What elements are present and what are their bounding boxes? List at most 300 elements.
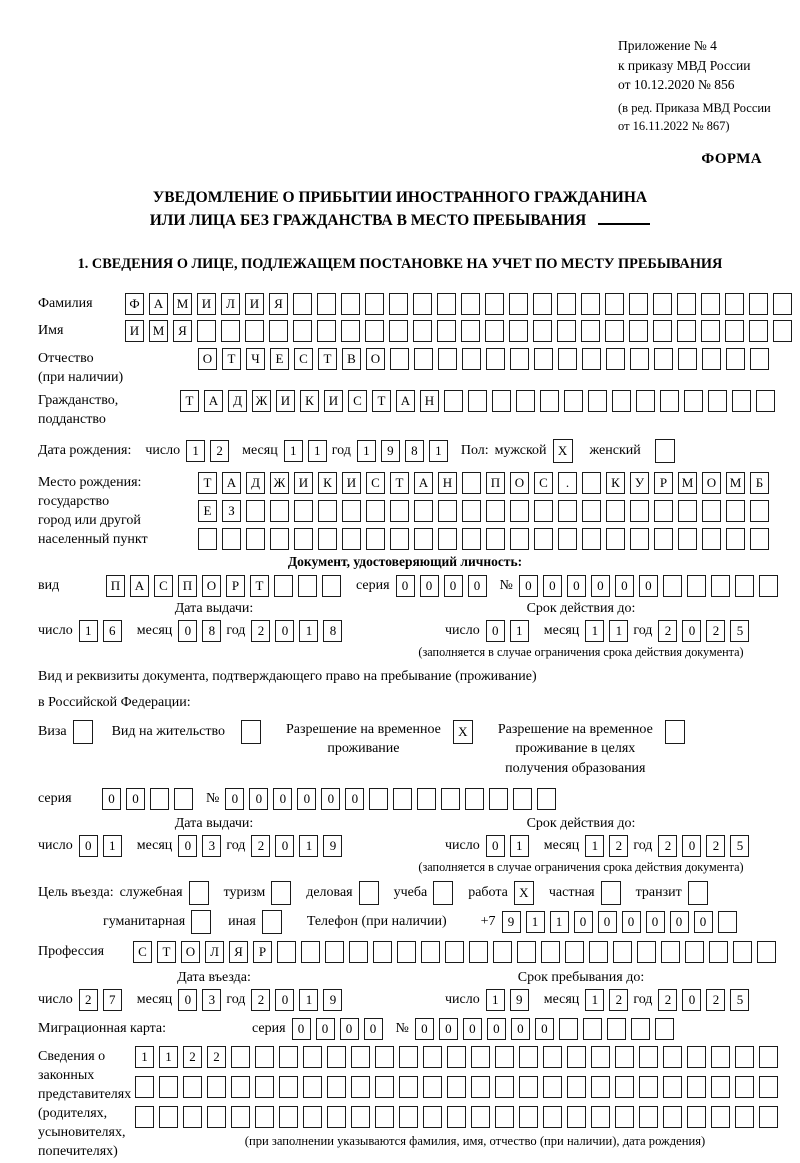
form-cell[interactable] [293, 320, 312, 342]
form-cell[interactable]: 0 [249, 788, 268, 810]
form-cell[interactable] [366, 528, 385, 550]
form-cell[interactable]: 1 [159, 1046, 178, 1068]
form-cell[interactable]: 7 [103, 989, 122, 1011]
form-cell[interactable] [607, 1018, 626, 1040]
form-cell[interactable]: 9 [323, 989, 342, 1011]
form-cell[interactable] [709, 941, 728, 963]
form-cell[interactable]: 0 [535, 1018, 554, 1040]
form-cell[interactable]: 0 [468, 575, 487, 597]
form-cell[interactable]: 0 [178, 835, 197, 857]
form-cell[interactable]: 1 [585, 835, 604, 857]
form-cell[interactable]: 2 [658, 989, 677, 1011]
form-cell[interactable]: 1 [299, 835, 318, 857]
form-cell[interactable]: 0 [670, 911, 689, 933]
form-cell[interactable]: 1 [299, 620, 318, 642]
edu-residence-checkbox[interactable] [665, 720, 685, 744]
form-cell[interactable] [423, 1106, 442, 1128]
form-cell[interactable] [390, 500, 409, 522]
form-cell[interactable] [564, 390, 583, 412]
form-cell[interactable]: 1 [284, 440, 303, 462]
form-cell[interactable] [615, 1076, 634, 1098]
form-cell[interactable] [245, 320, 264, 342]
form-cell[interactable] [773, 320, 792, 342]
form-cell[interactable] [159, 1106, 178, 1128]
visa-checkbox[interactable] [73, 720, 93, 744]
form-cell[interactable] [582, 348, 601, 370]
form-cell[interactable] [486, 528, 505, 550]
form-cell[interactable] [636, 390, 655, 412]
form-cell[interactable] [231, 1106, 250, 1128]
form-cell[interactable] [726, 348, 745, 370]
form-cell[interactable] [750, 348, 769, 370]
form-cell[interactable] [270, 528, 289, 550]
form-cell[interactable] [317, 293, 336, 315]
form-cell[interactable] [183, 1106, 202, 1128]
form-cell[interactable] [582, 472, 601, 494]
form-cell[interactable] [485, 320, 504, 342]
form-cell[interactable] [591, 1046, 610, 1068]
form-cell[interactable] [653, 320, 672, 342]
form-cell[interactable]: 2 [251, 835, 270, 857]
form-cell[interactable] [557, 293, 576, 315]
form-cell[interactable] [231, 1076, 250, 1098]
form-cell[interactable]: 9 [502, 911, 521, 933]
form-cell[interactable]: А [222, 472, 241, 494]
form-cell[interactable] [438, 528, 457, 550]
form-cell[interactable] [461, 320, 480, 342]
form-cell[interactable]: И [245, 293, 264, 315]
form-cell[interactable] [183, 1076, 202, 1098]
form-cell[interactable] [231, 1046, 250, 1068]
form-cell[interactable] [397, 941, 416, 963]
form-cell[interactable] [462, 500, 481, 522]
form-cell[interactable] [606, 348, 625, 370]
form-cell[interactable]: 1 [429, 440, 448, 462]
form-cell[interactable]: 3 [202, 989, 221, 1011]
form-cell[interactable] [591, 1076, 610, 1098]
form-cell[interactable] [159, 1076, 178, 1098]
form-cell[interactable]: 1 [299, 989, 318, 1011]
form-cell[interactable] [678, 348, 697, 370]
form-cell[interactable] [630, 528, 649, 550]
form-cell[interactable]: А [204, 390, 223, 412]
form-cell[interactable]: 1 [585, 989, 604, 1011]
form-cell[interactable] [733, 941, 752, 963]
form-cell[interactable]: Ф [125, 293, 144, 315]
form-cell[interactable]: 9 [381, 440, 400, 462]
form-cell[interactable]: 0 [463, 1018, 482, 1040]
form-cell[interactable] [437, 293, 456, 315]
form-cell[interactable] [174, 788, 193, 810]
form-cell[interactable] [510, 500, 529, 522]
form-cell[interactable] [582, 528, 601, 550]
sex-female-checkbox[interactable] [655, 439, 675, 463]
form-cell[interactable] [735, 1046, 754, 1068]
form-cell[interactable] [654, 500, 673, 522]
form-cell[interactable] [366, 500, 385, 522]
form-cell[interactable] [445, 941, 464, 963]
form-cell[interactable] [444, 390, 463, 412]
form-cell[interactable]: 0 [646, 911, 665, 933]
form-cell[interactable]: 0 [567, 575, 586, 597]
form-cell[interactable]: 1 [308, 440, 327, 462]
form-cell[interactable]: 0 [415, 1018, 434, 1040]
form-cell[interactable]: Т [318, 348, 337, 370]
form-cell[interactable] [711, 575, 730, 597]
form-cell[interactable] [541, 941, 560, 963]
form-cell[interactable] [351, 1076, 370, 1098]
sex-male-checkbox[interactable]: X [553, 439, 573, 463]
form-cell[interactable]: С [294, 348, 313, 370]
form-cell[interactable] [639, 1106, 658, 1128]
form-cell[interactable]: А [149, 293, 168, 315]
form-cell[interactable] [279, 1076, 298, 1098]
form-cell[interactable]: Я [229, 941, 248, 963]
form-cell[interactable] [678, 528, 697, 550]
form-cell[interactable] [342, 528, 361, 550]
form-cell[interactable]: 0 [178, 989, 197, 1011]
form-cell[interactable] [327, 1106, 346, 1128]
form-cell[interactable]: 1 [486, 989, 505, 1011]
form-cell[interactable]: Л [221, 293, 240, 315]
form-cell[interactable]: 0 [345, 788, 364, 810]
form-cell[interactable] [399, 1046, 418, 1068]
form-cell[interactable]: 1 [103, 835, 122, 857]
form-cell[interactable] [135, 1106, 154, 1128]
form-cell[interactable] [773, 293, 792, 315]
form-cell[interactable]: 5 [730, 835, 749, 857]
form-cell[interactable] [759, 575, 778, 597]
form-cell[interactable]: А [414, 472, 433, 494]
form-cell[interactable] [486, 348, 505, 370]
form-cell[interactable] [375, 1106, 394, 1128]
form-cell[interactable] [759, 1046, 778, 1068]
form-cell[interactable] [390, 348, 409, 370]
form-cell[interactable]: Е [270, 348, 289, 370]
form-cell[interactable]: 0 [275, 989, 294, 1011]
form-cell[interactable]: Ж [252, 390, 271, 412]
form-cell[interactable] [663, 1076, 682, 1098]
form-cell[interactable]: Е [198, 500, 217, 522]
form-cell[interactable] [325, 941, 344, 963]
form-cell[interactable] [588, 390, 607, 412]
form-cell[interactable] [462, 348, 481, 370]
form-cell[interactable] [365, 293, 384, 315]
form-cell[interactable] [438, 500, 457, 522]
form-cell[interactable] [269, 320, 288, 342]
form-cell[interactable]: Т [157, 941, 176, 963]
form-cell[interactable]: О [702, 472, 721, 494]
form-cell[interactable]: Ж [270, 472, 289, 494]
form-cell[interactable] [533, 320, 552, 342]
form-cell[interactable] [718, 911, 737, 933]
form-cell[interactable] [399, 1076, 418, 1098]
form-cell[interactable]: З [222, 500, 241, 522]
form-cell[interactable]: 0 [622, 911, 641, 933]
form-cell[interactable]: С [154, 575, 173, 597]
form-cell[interactable]: 2 [207, 1046, 226, 1068]
form-cell[interactable]: И [125, 320, 144, 342]
form-cell[interactable] [711, 1106, 730, 1128]
form-cell[interactable] [303, 1106, 322, 1128]
form-cell[interactable]: 0 [102, 788, 121, 810]
form-cell[interactable]: 2 [210, 440, 229, 462]
form-cell[interactable] [517, 941, 536, 963]
form-cell[interactable] [351, 1106, 370, 1128]
form-cell[interactable]: Д [246, 472, 265, 494]
form-cell[interactable] [246, 500, 265, 522]
form-cell[interactable] [684, 390, 703, 412]
form-cell[interactable]: 0 [273, 788, 292, 810]
form-cell[interactable] [351, 1046, 370, 1068]
form-cell[interactable]: 1 [609, 620, 628, 642]
form-cell[interactable]: С [348, 390, 367, 412]
form-cell[interactable] [519, 1046, 538, 1068]
form-cell[interactable]: 1 [186, 440, 205, 462]
form-cell[interactable]: П [486, 472, 505, 494]
form-cell[interactable] [270, 500, 289, 522]
form-cell[interactable]: 0 [126, 788, 145, 810]
form-cell[interactable]: 2 [183, 1046, 202, 1068]
form-cell[interactable]: Б [750, 472, 769, 494]
form-cell[interactable] [613, 941, 632, 963]
form-cell[interactable] [322, 575, 341, 597]
form-cell[interactable] [732, 390, 751, 412]
form-cell[interactable]: . [558, 472, 577, 494]
form-cell[interactable] [606, 500, 625, 522]
form-cell[interactable] [654, 348, 673, 370]
form-cell[interactable] [537, 788, 556, 810]
form-cell[interactable]: Я [269, 293, 288, 315]
form-cell[interactable] [495, 1076, 514, 1098]
form-cell[interactable]: 2 [609, 989, 628, 1011]
form-cell[interactable]: 0 [682, 620, 701, 642]
form-cell[interactable] [341, 293, 360, 315]
form-cell[interactable]: И [197, 293, 216, 315]
form-cell[interactable] [581, 293, 600, 315]
form-cell[interactable] [725, 320, 744, 342]
form-cell[interactable] [447, 1076, 466, 1098]
form-cell[interactable] [207, 1106, 226, 1128]
form-cell[interactable]: М [149, 320, 168, 342]
form-cell[interactable] [543, 1046, 562, 1068]
form-cell[interactable]: Ч [246, 348, 265, 370]
form-cell[interactable] [589, 941, 608, 963]
form-cell[interactable] [605, 320, 624, 342]
form-cell[interactable] [298, 575, 317, 597]
form-cell[interactable] [414, 348, 433, 370]
form-cell[interactable]: 0 [396, 575, 415, 597]
form-cell[interactable]: 2 [658, 620, 677, 642]
form-cell[interactable] [591, 1106, 610, 1128]
form-cell[interactable] [447, 1046, 466, 1068]
form-cell[interactable] [447, 1106, 466, 1128]
form-cell[interactable]: 0 [225, 788, 244, 810]
form-cell[interactable] [581, 320, 600, 342]
form-cell[interactable] [685, 941, 704, 963]
form-cell[interactable] [629, 320, 648, 342]
form-cell[interactable]: О [198, 348, 217, 370]
form-cell[interactable]: 8 [405, 440, 424, 462]
form-cell[interactable] [399, 1106, 418, 1128]
form-cell[interactable]: Н [420, 390, 439, 412]
form-cell[interactable] [413, 293, 432, 315]
form-cell[interactable]: О [181, 941, 200, 963]
form-cell[interactable] [255, 1076, 274, 1098]
form-cell[interactable]: И [342, 472, 361, 494]
form-cell[interactable]: И [294, 472, 313, 494]
purpose-study-checkbox[interactable] [433, 881, 453, 905]
form-cell[interactable]: 0 [439, 1018, 458, 1040]
form-cell[interactable]: 0 [694, 911, 713, 933]
form-cell[interactable] [438, 348, 457, 370]
form-cell[interactable] [393, 788, 412, 810]
form-cell[interactable]: М [173, 293, 192, 315]
purpose-tourism-checkbox[interactable] [271, 881, 291, 905]
form-cell[interactable]: 0 [543, 575, 562, 597]
form-cell[interactable] [471, 1106, 490, 1128]
form-cell[interactable]: М [726, 472, 745, 494]
form-cell[interactable] [678, 500, 697, 522]
form-cell[interactable] [135, 1076, 154, 1098]
form-cell[interactable] [639, 1046, 658, 1068]
form-cell[interactable]: Т [250, 575, 269, 597]
form-cell[interactable]: К [318, 472, 337, 494]
form-cell[interactable] [677, 320, 696, 342]
form-cell[interactable] [558, 500, 577, 522]
form-cell[interactable]: 1 [550, 911, 569, 933]
form-cell[interactable]: 0 [574, 911, 593, 933]
form-cell[interactable] [750, 528, 769, 550]
form-cell[interactable] [567, 1046, 586, 1068]
form-cell[interactable] [519, 1076, 538, 1098]
form-cell[interactable]: 0 [364, 1018, 383, 1040]
form-cell[interactable]: В [342, 348, 361, 370]
form-cell[interactable]: 0 [275, 620, 294, 642]
form-cell[interactable] [423, 1046, 442, 1068]
form-cell[interactable] [255, 1106, 274, 1128]
form-cell[interactable]: 5 [730, 989, 749, 1011]
form-cell[interactable]: 0 [292, 1018, 311, 1040]
form-cell[interactable]: 0 [639, 575, 658, 597]
form-cell[interactable] [630, 500, 649, 522]
form-cell[interactable]: 0 [682, 835, 701, 857]
residence-permit-checkbox[interactable] [241, 720, 261, 744]
form-cell[interactable]: Н [438, 472, 457, 494]
form-cell[interactable] [294, 528, 313, 550]
form-cell[interactable] [540, 390, 559, 412]
form-cell[interactable]: 0 [79, 835, 98, 857]
form-cell[interactable] [413, 320, 432, 342]
form-cell[interactable] [293, 293, 312, 315]
purpose-private-checkbox[interactable] [601, 881, 621, 905]
form-cell[interactable] [255, 1046, 274, 1068]
form-cell[interactable] [150, 788, 169, 810]
form-cell[interactable]: Р [654, 472, 673, 494]
form-cell[interactable]: О [510, 472, 529, 494]
form-cell[interactable]: 2 [706, 620, 725, 642]
form-cell[interactable]: 0 [487, 1018, 506, 1040]
form-cell[interactable] [516, 390, 535, 412]
form-cell[interactable]: 5 [730, 620, 749, 642]
form-cell[interactable] [687, 1046, 706, 1068]
form-cell[interactable] [606, 528, 625, 550]
form-cell[interactable] [513, 788, 532, 810]
form-cell[interactable] [558, 348, 577, 370]
form-cell[interactable]: Т [372, 390, 391, 412]
form-cell[interactable] [373, 941, 392, 963]
form-cell[interactable]: 0 [420, 575, 439, 597]
form-cell[interactable] [631, 1018, 650, 1040]
form-cell[interactable] [565, 941, 584, 963]
form-cell[interactable] [414, 528, 433, 550]
form-cell[interactable] [471, 1046, 490, 1068]
form-cell[interactable]: Л [205, 941, 224, 963]
form-cell[interactable]: Т [222, 348, 241, 370]
form-cell[interactable] [654, 528, 673, 550]
form-cell[interactable]: С [534, 472, 553, 494]
form-cell[interactable] [749, 320, 768, 342]
purpose-work-checkbox[interactable]: X [514, 881, 534, 905]
form-cell[interactable]: 2 [609, 835, 628, 857]
form-cell[interactable]: 0 [486, 835, 505, 857]
form-cell[interactable] [207, 1076, 226, 1098]
form-cell[interactable] [274, 575, 293, 597]
form-cell[interactable] [661, 941, 680, 963]
form-cell[interactable] [221, 320, 240, 342]
form-cell[interactable] [519, 1106, 538, 1128]
form-cell[interactable] [735, 1076, 754, 1098]
form-cell[interactable]: 0 [316, 1018, 335, 1040]
form-cell[interactable]: Т [180, 390, 199, 412]
form-cell[interactable] [582, 500, 601, 522]
form-cell[interactable] [759, 1076, 778, 1098]
form-cell[interactable] [462, 472, 481, 494]
form-cell[interactable] [301, 941, 320, 963]
form-cell[interactable]: 0 [591, 575, 610, 597]
form-cell[interactable]: И [276, 390, 295, 412]
form-cell[interactable] [437, 320, 456, 342]
form-cell[interactable]: П [178, 575, 197, 597]
form-cell[interactable] [756, 390, 775, 412]
form-cell[interactable] [327, 1046, 346, 1068]
form-cell[interactable] [735, 1106, 754, 1128]
form-cell[interactable] [663, 575, 682, 597]
form-cell[interactable] [421, 941, 440, 963]
form-cell[interactable]: 1 [79, 620, 98, 642]
form-cell[interactable] [612, 390, 631, 412]
form-cell[interactable]: Т [390, 472, 409, 494]
form-cell[interactable] [468, 390, 487, 412]
form-cell[interactable]: 2 [251, 989, 270, 1011]
form-cell[interactable] [567, 1076, 586, 1098]
form-cell[interactable]: И [324, 390, 343, 412]
form-cell[interactable] [677, 293, 696, 315]
form-cell[interactable]: 2 [251, 620, 270, 642]
form-cell[interactable] [615, 1106, 634, 1128]
form-cell[interactable] [725, 293, 744, 315]
form-cell[interactable] [389, 293, 408, 315]
form-cell[interactable]: А [396, 390, 415, 412]
form-cell[interactable]: О [366, 348, 385, 370]
form-cell[interactable] [702, 528, 721, 550]
form-cell[interactable] [543, 1106, 562, 1128]
form-cell[interactable] [485, 293, 504, 315]
form-cell[interactable]: К [606, 472, 625, 494]
form-cell[interactable] [303, 1046, 322, 1068]
form-cell[interactable]: 9 [323, 835, 342, 857]
form-cell[interactable] [663, 1106, 682, 1128]
